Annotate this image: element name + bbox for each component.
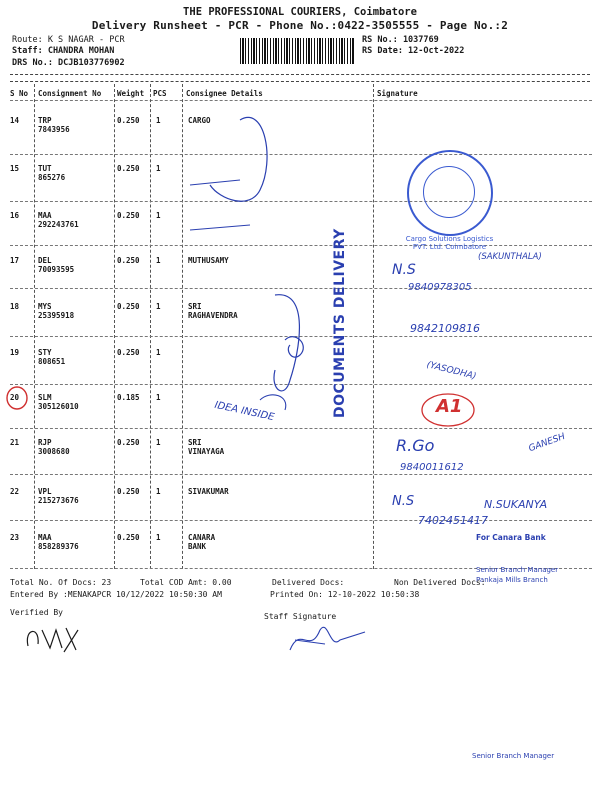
sig20-ring (418, 390, 478, 430)
row-weight: 0.250 (117, 256, 140, 265)
row-consignee: MUTHUSAMY (188, 256, 229, 265)
entered-by: Entered By :MENAKAPCR 10/12/2022 10:50:30 AM (10, 590, 222, 599)
col-pcs: PCS (153, 89, 167, 98)
idea-inside-text: IDEA INSIDE (213, 399, 276, 424)
printed-on: Printed On: 12-10-2022 10:50:38 (270, 590, 420, 599)
sig18-phone: 9842109816 (410, 322, 480, 335)
row-consignment: STY 808651 (38, 348, 66, 366)
company-title: THE PROFESSIONAL COURIERS, Coimbatore (183, 6, 417, 18)
col-sep (34, 84, 35, 569)
non-delivered-docs: Non Delivered Docs: (394, 578, 486, 587)
row-consignment: TRP 7843956 (38, 116, 70, 134)
header-divider-2 (10, 81, 590, 82)
total-cod: Total COD Amt: 0.00 (140, 578, 232, 587)
company-stamp-text: Cargo Solutions Logistics PVT. Ltd. Coimbatore (405, 235, 494, 251)
company-stamp-inner (423, 166, 475, 218)
row-sno: 20 (10, 393, 20, 402)
row-weight: 0.250 (117, 116, 140, 125)
row-pcs: 1 (156, 533, 161, 542)
row-consignee: SRI VINAYAGA (188, 438, 225, 456)
col-sep (150, 84, 151, 569)
row-consignment: VPL 215273676 (38, 487, 79, 505)
staff-signature-label: Staff Signature (264, 612, 337, 621)
delivered-docs: Delivered Docs: (272, 578, 345, 587)
sig17-initial: N.S (392, 262, 416, 278)
row-consignee: SIVAKUMAR (188, 487, 229, 496)
row-consignment: DEL 70093595 (38, 256, 75, 274)
row-sno: 19 (10, 348, 20, 357)
bank-stamp-faint: Senior Branch Manager (472, 752, 555, 760)
staff-label: Staff: CHANDRA MOHAN (12, 46, 115, 56)
sig21-phone: 9840011612 (400, 462, 464, 473)
row-weight: 0.250 (117, 533, 140, 542)
sig17-phone: 9840978305 (408, 282, 472, 293)
row-sno: 23 (10, 533, 20, 542)
sig17-name: (SAKUNTHALA) (478, 252, 542, 262)
rs-date: RS Date: 12-Oct-2022 (362, 46, 465, 56)
row-pcs: 1 (156, 348, 161, 357)
row-weight: 0.185 (117, 393, 140, 402)
row-consignment: RJP 3008680 (38, 438, 70, 456)
row-consignee: CANARA BANK (188, 533, 216, 551)
row-sno: 15 (10, 164, 20, 173)
sig19-name: (YASODHA) (425, 360, 478, 382)
sig21-name: GANESH (527, 431, 567, 455)
rs-number: RS No.: 1037769 (362, 35, 439, 45)
row-consignee: CARGO (188, 116, 211, 125)
header-divider (10, 74, 590, 75)
row-consignee: SRI RAGHAVENDRA (188, 302, 238, 320)
row-pcs: 1 (156, 393, 161, 402)
verified-signature (20, 618, 90, 658)
handwritten-scribbles (180, 100, 380, 440)
row-consignment: MYS 25395918 (38, 302, 75, 320)
verified-by-label: Verified By (10, 608, 63, 617)
row-weight: 0.250 (117, 211, 140, 220)
row-sno: 21 (10, 438, 20, 447)
row-pcs: 1 (156, 438, 161, 447)
row-sno: 22 (10, 487, 20, 496)
total-docs: Total No. Of Docs: 23 (10, 578, 112, 587)
row-sno: 18 (10, 302, 20, 311)
row-weight: 0.250 (117, 438, 140, 447)
row-sno: 16 (10, 211, 20, 220)
staff-signature (280, 620, 370, 660)
col-signature: Signature (377, 89, 418, 98)
row-consignment: SLM 305126010 (38, 393, 79, 411)
sig22-initial: N.S (392, 494, 415, 509)
row-pcs: 1 (156, 116, 161, 125)
documents-delivery-stamp: DOCUMENTS DELIVERY (332, 228, 348, 418)
col-weight: Weight (117, 89, 145, 98)
col-sep (114, 84, 115, 569)
row-consignment: MAA 858289376 (38, 533, 79, 551)
col-consignment: Consignment No (38, 89, 102, 98)
row-weight: 0.250 (117, 302, 140, 311)
sig22-name: N.SUKANYA (484, 498, 548, 511)
route-label: Route: K S NAGAR - PCR (12, 35, 125, 45)
row-consignment: TUT 865276 (38, 164, 66, 182)
bank-stamp-line1: For Canara Bank (476, 533, 546, 542)
runsheet-title: Delivery Runsheet - PCR - Phone No.:0422-3505555 - Page No.:2 (91, 19, 509, 32)
row-sno: 14 (10, 116, 20, 125)
row-pcs: 1 (156, 256, 161, 265)
barcode (240, 38, 355, 64)
sig20-mark: A1 (436, 396, 463, 417)
row-divider (10, 520, 592, 521)
red-circle-mark (4, 385, 30, 411)
row-pcs: 1 (156, 302, 161, 311)
row-pcs: 1 (156, 211, 161, 220)
row-pcs: 1 (156, 164, 161, 173)
row-weight: 0.250 (117, 348, 140, 357)
row-divider (10, 474, 592, 475)
row-consignment: MAA 292243761 (38, 211, 79, 229)
row-pcs: 1 (156, 487, 161, 496)
row-weight: 0.250 (117, 164, 140, 173)
drs-label: DRS No.: DCJB103776902 (12, 58, 125, 68)
sig22-phone: 7402451417 (418, 514, 488, 527)
bank-stamp-line2: Senior Branch Manager (476, 566, 559, 574)
col-sno: S No (10, 89, 29, 98)
sig21-signature: R.Go (396, 436, 435, 455)
row-sno: 17 (10, 256, 20, 265)
bank-stamp-line3: Pankaja Mills Branch (476, 576, 548, 584)
col-consignee: Consignee Details (186, 89, 263, 98)
row-weight: 0.250 (117, 487, 140, 496)
